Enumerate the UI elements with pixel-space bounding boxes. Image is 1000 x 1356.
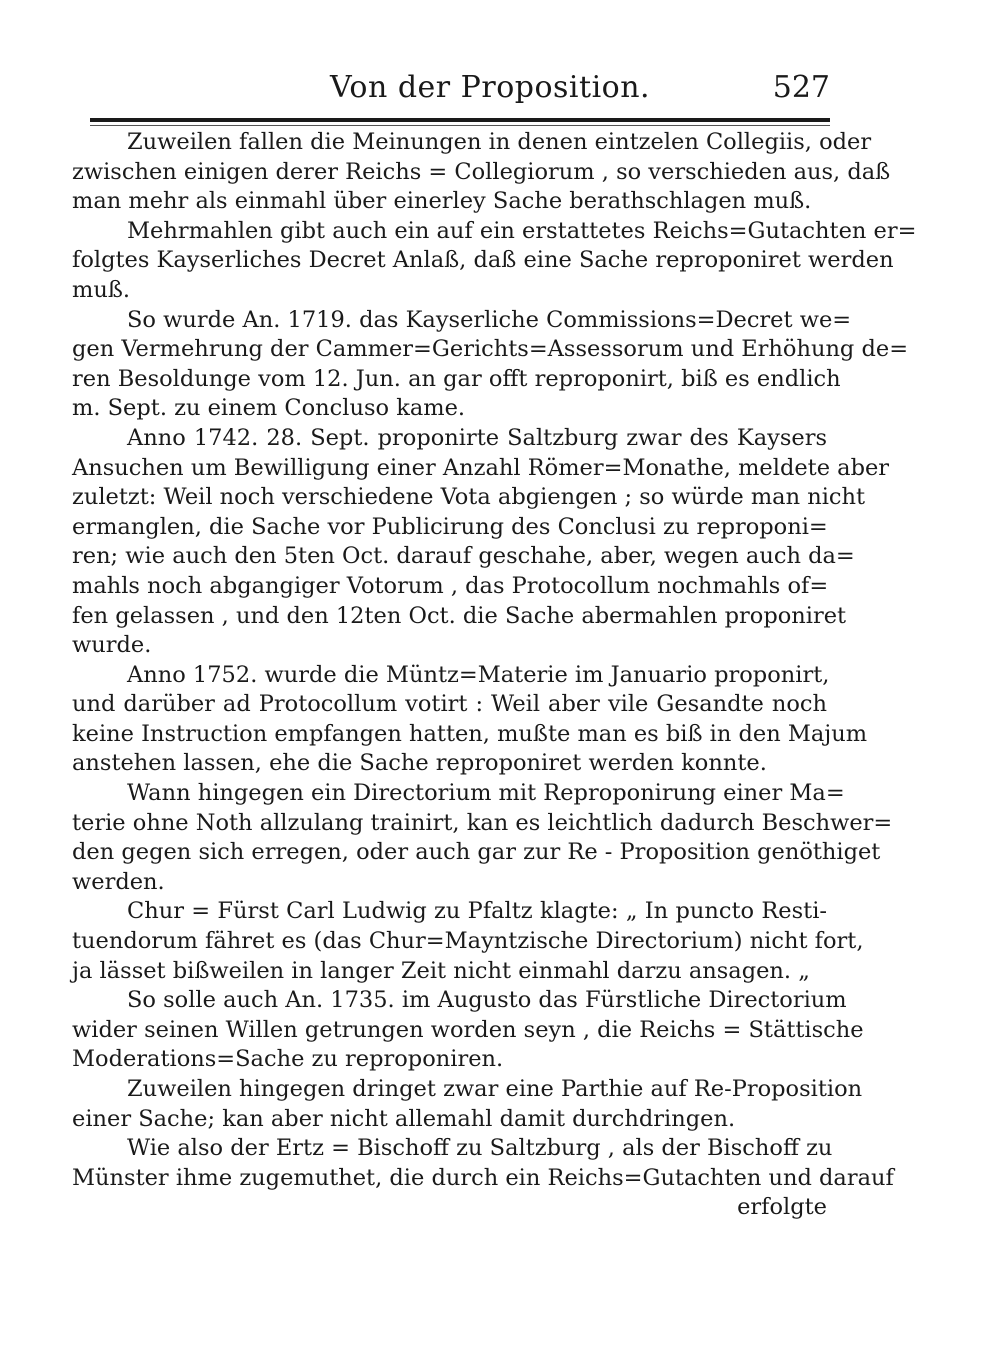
text-line: den gegen sich erregen, oder auch gar zur Re - Proposition genöthiget	[72, 839, 881, 866]
text-line: fen gelassen , und den 12ten Oct. die Sache abermahlen proponiret	[72, 602, 847, 629]
text-line: terie ohne Noth allzulang trainirt, kan es leichtlich dadurch Beschwer=	[72, 809, 893, 836]
body-text	[72, 128, 917, 1223]
text-line: tuendorum fähret es (das Chur=Mayntzische Directorium) nicht fort,	[72, 928, 864, 955]
text-line: keine Instruction empfangen hatten, mußte man es biß in den Majum	[72, 720, 868, 747]
text-line: Wie also der Ertz = Bischoff zu Saltzburg , als der Bischoff zu	[127, 1135, 833, 1162]
running-head	[90, 68, 830, 112]
text-line: ren; wie auch den 5ten Oct. darauf geschahe, aber, wegen auch da=	[72, 543, 855, 570]
paragraph-7	[72, 897, 864, 986]
text-line: muß.	[72, 276, 131, 303]
paragraph-4	[72, 424, 890, 661]
paragraph-3	[72, 306, 909, 424]
paragraph-9	[72, 1075, 863, 1134]
text-line: Münster ihme zugemuthet, die durch ein Reichs=Gutachten und darauf	[72, 1164, 894, 1191]
text-line: folgtes Kayserliches Decret Anlaß, daß eine Sache reproponiret werden	[72, 247, 894, 274]
text-line: und darüber ad Protocollum votirt : Weil aber vile Gesandte noch	[72, 691, 827, 718]
text-line: wurde.	[72, 632, 152, 659]
text-line: Mehrmahlen gibt auch ein auf ein erstattetes Reichs=Gutachten er=	[127, 217, 917, 244]
running-title: Von der Proposition.	[330, 70, 651, 105]
text-line: zwischen einigen derer Reichs = Collegiorum , so verschieden aus, daß	[72, 158, 891, 185]
catchword: erfolgte	[737, 1194, 827, 1221]
paragraph-6	[72, 779, 893, 897]
text-line: einer Sache; kan aber nicht allemahl damit durchdringen.	[72, 1105, 736, 1132]
text-line: ermanglen, die Sache vor Publicirung des Conclusi zu reproponi=	[72, 513, 828, 540]
text-line: ren Besoldunge vom 12. Jun. an gar offt reproponirt, biß es endlich	[72, 365, 841, 392]
paragraph-1	[72, 128, 891, 217]
text-line: mahls noch abgangiger Votorum , das Protocollum nochmahls of=	[72, 572, 829, 599]
header-rule	[90, 118, 830, 122]
text-line: Chur = Fürst Carl Ludwig zu Pfaltz klagte: „ In puncto Resti-	[127, 898, 827, 925]
text-line: gen Vermehrung der Cammer=Gerichts=Assessorum und Erhöhung de=	[72, 336, 909, 363]
page-number: 527	[772, 70, 830, 105]
text-line: Moderations=Sache zu reproponiren.	[72, 1046, 504, 1073]
text-line: man mehr als einmahl über einerley Sache berathschlagen muß.	[72, 188, 812, 215]
text-line: Anno 1742. 28. Sept. proponirte Saltzburg zwar des Kaysers	[127, 424, 827, 451]
text-line: Anno 1752. wurde die Müntz=Materie im Januario proponirt,	[127, 661, 830, 688]
text-line: wider seinen Willen getrungen worden seyn , die Reichs = Stättische	[72, 1016, 864, 1043]
text-line: Zuweilen fallen die Meinungen in denen eintzelen Collegiis, oder	[127, 129, 872, 155]
paragraph-5	[72, 661, 868, 779]
text-line: Zuweilen hingegen dringet zwar eine Parthie auf Re-Proposition	[127, 1076, 863, 1102]
paragraph-10	[72, 1134, 894, 1193]
text-line: zuletzt: Weil noch verschiedene Vota abgiengen ; so würde man nicht	[72, 484, 866, 511]
header-rule-thin	[90, 125, 830, 126]
text-line: anstehen lassen, ehe die Sache reproponiret werden konnte.	[72, 750, 767, 777]
text-line: m. Sept. zu einem Concluso kame.	[72, 395, 466, 422]
paragraph-8	[72, 986, 864, 1075]
text-line: werden.	[72, 868, 165, 895]
text-line: Wann hingegen ein Directorium mit Reproponirung einer Ma=	[127, 780, 845, 807]
text-line: So wurde An. 1719. das Kayserliche Commissions=Decret we=	[127, 306, 852, 333]
paragraph-2	[72, 217, 917, 306]
text-line: So solle auch An. 1735. im Augusto das Fürstliche Directorium	[127, 987, 847, 1014]
text-line: ja lässet bißweilen in langer Zeit nicht einmahl darzu ansagen. „	[72, 957, 810, 984]
text-line: Ansuchen um Bewilligung einer Anzahl Römer=Monathe, meldete aber	[72, 454, 890, 481]
